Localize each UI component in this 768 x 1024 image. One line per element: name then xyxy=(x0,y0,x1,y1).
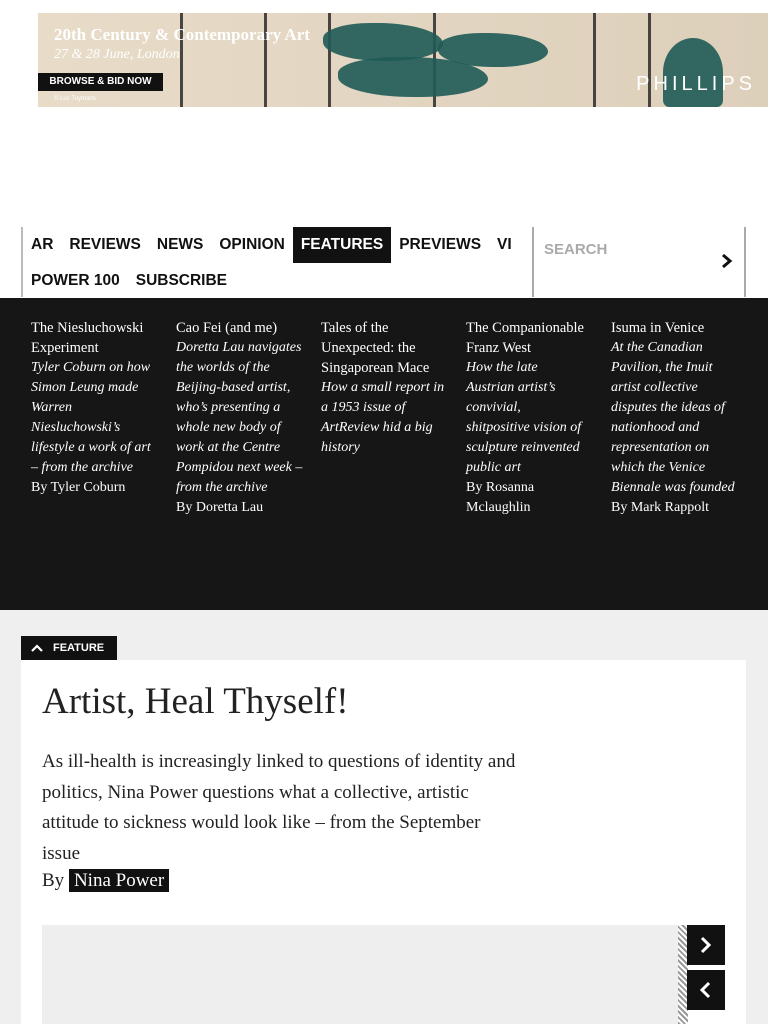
article-card xyxy=(21,660,746,1024)
banner-art-foliage xyxy=(438,33,548,67)
phillips-logo: PHILLIPS xyxy=(636,73,756,95)
main-nav xyxy=(21,227,535,297)
nav-row-primary xyxy=(23,227,520,263)
featured-card-title[interactable]: The Companionable Franz West xyxy=(466,320,584,356)
banner-credit: © Luc Tuymans xyxy=(54,96,96,102)
nav-item-artreview[interactable]: AR xyxy=(31,236,54,253)
article-image-carousel xyxy=(42,925,688,1024)
nav-item-power-100[interactable]: POWER 100 xyxy=(31,272,120,289)
featured-card-title[interactable]: Tales of the Unexpected: the Singaporean Mace xyxy=(321,320,430,376)
banner-title: 20th Century & Contemporary Art xyxy=(54,25,310,44)
chevron-right-icon xyxy=(687,925,725,965)
featured-card-description: At the Canadian Pavilion, the Inuit artist collective disputes the ideas of nationhood and representation on which the Venice Biennale was founded xyxy=(611,340,735,495)
nav-row-secondary xyxy=(23,269,235,293)
article-byline xyxy=(42,868,169,894)
featured-card-description: How the late Austrian artist’s convivial, shitpositive vision of sculpture reinvented public art xyxy=(466,360,582,475)
featured-card-description: How a small report in a 1953 issue of ArtReview hid a big history xyxy=(321,380,445,455)
byline-prefix: By xyxy=(42,870,65,891)
featured-card-description: Tyler Coburn on how Simon Leung made Warren Niesluchowski’s lifestyle a work of art – from the archive xyxy=(31,360,151,475)
featured-card-title[interactable]: The Niesluchowski Experiment xyxy=(31,320,144,356)
featured-card-title[interactable]: Cao Fei (and me) xyxy=(176,320,278,336)
banner-art-stroke xyxy=(328,13,331,107)
featured-card[interactable] xyxy=(611,318,741,518)
nav-item-features[interactable]: FEATURES xyxy=(293,227,391,263)
search-input[interactable]: SEARCH xyxy=(544,241,608,258)
featured-card[interactable] xyxy=(31,318,156,498)
author-link[interactable]: Nina Power xyxy=(69,869,169,892)
chevron-up-icon xyxy=(31,643,43,653)
featured-card-author: By Rosanna Mclaughlin xyxy=(466,480,535,515)
nav-item-video[interactable]: VI xyxy=(497,236,512,253)
nav-item-previews[interactable]: PREVIEWS xyxy=(399,236,482,253)
article-headline: Artist, Heal Thyself! xyxy=(42,681,349,722)
featured-card-author: By Tyler Coburn xyxy=(31,480,126,495)
carousel-next-button[interactable] xyxy=(687,925,725,965)
featured-card[interactable] xyxy=(466,318,586,518)
featured-strip xyxy=(0,298,768,610)
article-standfirst: As ill-health is increasingly linked to questions of identity and politics, Nina Power questions what a collective, artistic attitude to sickness would look like – from the September issue xyxy=(42,751,516,864)
featured-card-title[interactable]: Isuma in Venice xyxy=(611,320,705,336)
feature-badge-label: FEATURE xyxy=(53,642,105,654)
banner-date: 27 & 28 June, London xyxy=(54,47,180,62)
featured-card[interactable] xyxy=(176,318,304,518)
banner-ad[interactable] xyxy=(38,13,768,107)
featured-card-author: By Doretta Lau xyxy=(176,500,264,515)
featured-card-author: By Mark Rappolt xyxy=(611,500,709,515)
nav-item-news[interactable]: NEWS xyxy=(156,236,204,253)
chevron-left-icon xyxy=(687,970,725,1010)
nav-item-subscribe[interactable]: SUBSCRIBE xyxy=(135,272,228,289)
banner-art-foliage xyxy=(323,23,443,61)
search-box xyxy=(532,227,746,297)
carousel-prev-button[interactable] xyxy=(687,970,725,1010)
featured-card[interactable] xyxy=(321,318,449,458)
browse-bid-button[interactable]: BROWSE & BID NOW xyxy=(38,73,163,91)
feature-badge[interactable] xyxy=(21,636,117,660)
nav-item-reviews[interactable]: REVIEWS xyxy=(69,236,141,253)
banner-art-stroke xyxy=(593,13,596,107)
nav-item-opinion[interactable]: OPINION xyxy=(219,236,285,253)
featured-card-description: Doretta Lau navigates the worlds of the Beijing-based artist, who’s presenting a whole new body of work at the Centre Pompidou next week – from the archive xyxy=(176,340,303,495)
chevron-right-icon[interactable] xyxy=(719,253,735,269)
